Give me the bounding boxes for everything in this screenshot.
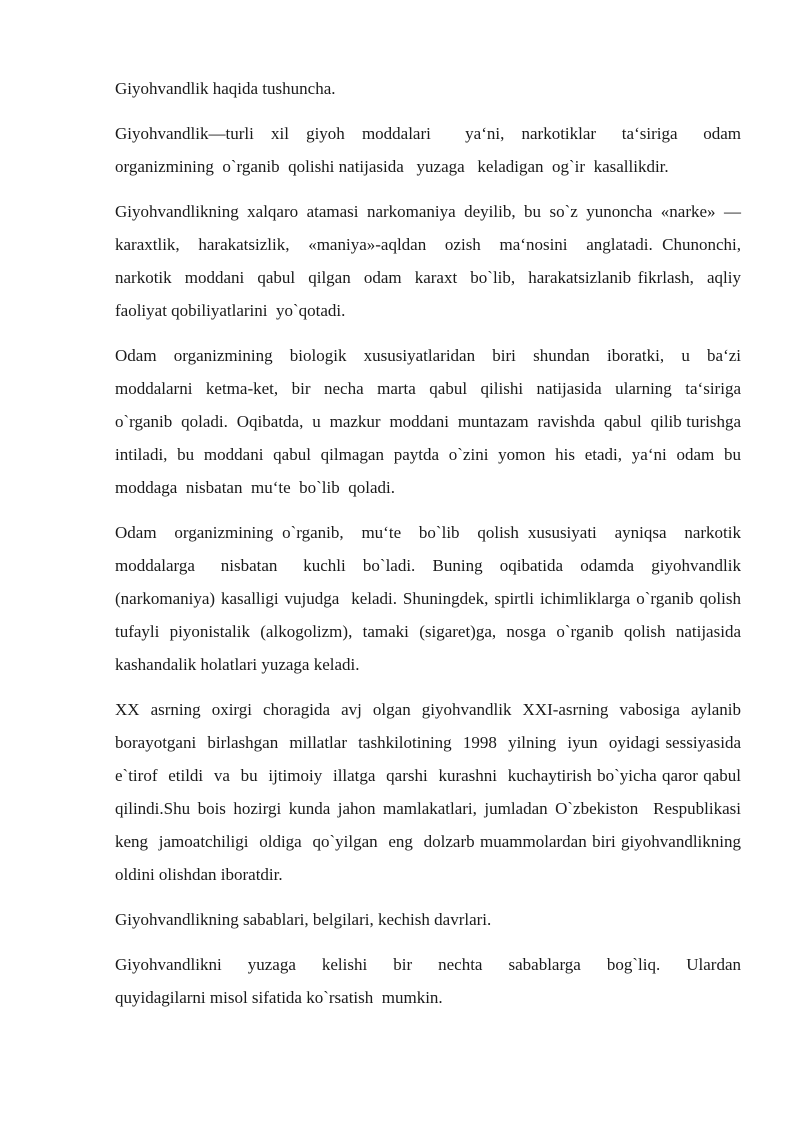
paragraph-biology: Odam organizmining biologik xususiyatlaridan biri shundan iboratki, u ba‘zi moddalarni ketma-ket, bir necha marta qabul qilishi natijasida ularning ta‘siriga o`rganib qoladi. Oqibatda, u mazkur moddani muntazam ravishda qabul qilib turishga intiladi, bu moddani qabul qilmagan paytda o`zini yomon his etadi, ya‘ni odam bu moddaga nisbatan mu‘te bo`lib qoladi. (115, 346, 746, 497)
paragraph-dependence: Odam organizmining o`rganib, mu‘te bo`lib qolish xususiyati ayniqsa narkotik moddalarga nisbatan kuchli bo`ladi. Buning oqibatida odamda giyohvandlik (narkomaniya) kasalligi vujudga keladi. Shuningdek, spirtli ichimliklarga o`rganib qolish tufayli piyonistalik (alkogolizm), tamaki (sigaret)ga, nosga o`rganib qolish natijasida kashandalik holatlari yuzaga keladi. (115, 523, 754, 674)
section-heading-intro: Giyohvandlik haqida tushuncha. (115, 79, 336, 98)
paragraph-etymology: Giyohvandlikning xalqaro atamasi narkomaniya deyilib, bu so`z yunoncha «narke» — karaxtlik, harakatsizlik, «maniya»-aqldan ozish ma‘nosini anglatadi. Chunonchi, narkotik moddani qabul qilgan odam karaxt bo`lib, harakatsizlanib fikrlash, aqliy faoliyat qobiliyatlarini yo`qotadi. (115, 202, 750, 320)
paragraph-history: XX asrning oxirgi choragida avj olgan giyohvandlik XXI-asrning vabosiga aylanib borayotgani birlashgan millatlar tashkilotining 1998 yilning iyun oyidagi sessiyasida e`tirof etildi va bu ijtimoiy illatga qarshi kurashni kuchaytirish bo`yicha qaror qabul qilindi.Shu bois hozirgi kunda jahon mamlakatlari, jumladan O`zbekiston Respublikasi keng jamoatchiligi oldiga qo`yilgan eng dolzarb muammolardan biri giyohvandlikning oldini olishdan iboratdir. (115, 700, 750, 884)
paragraph-causes: Giyohvandlikni yuzaga kelishi bir nechta sabablarga bog`liq. Ulardan quyidagilarni misol sifatida ko`rsatish mumkin. (115, 955, 746, 1007)
paragraph-definition: Giyohvandlik—turli xil giyoh moddalari ya‘ni, narkotiklar ta‘siriga odam organizmining o`rganib qolishi natijasida yuzaga keladigan og`ir kasallikdir. (115, 124, 750, 176)
section-heading-causes: Giyohvandlikning sabablari, belgilari, kechish davrlari. (115, 910, 492, 929)
document-page (115, 72, 754, 1026)
